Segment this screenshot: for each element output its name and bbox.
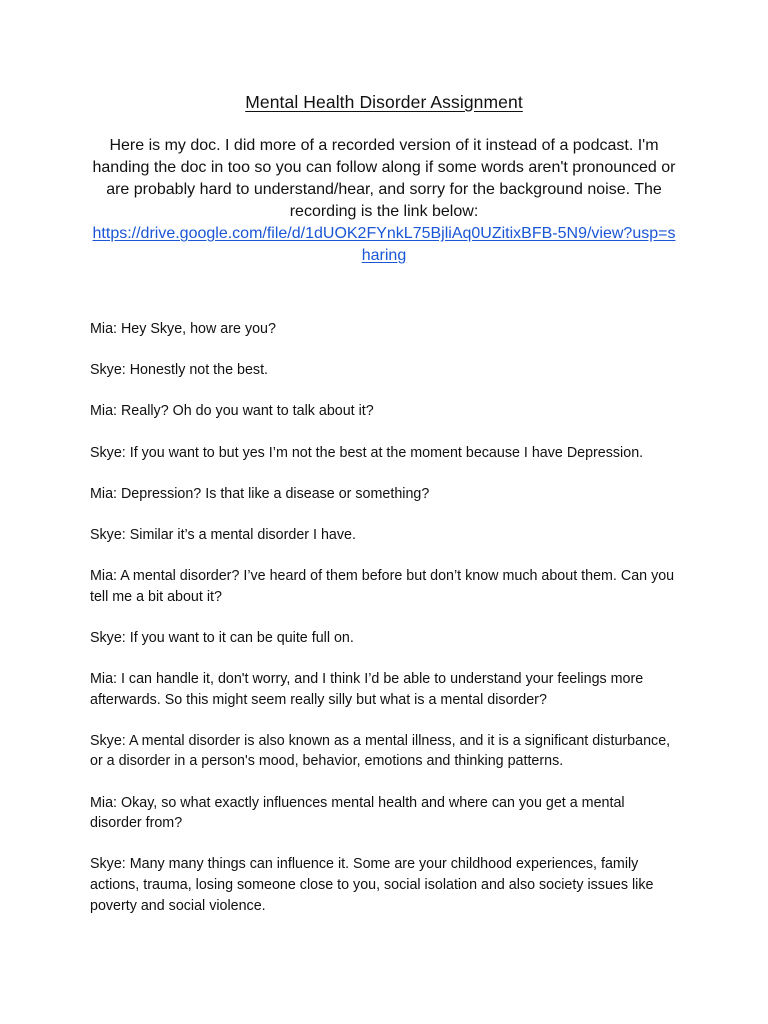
page-title: Mental Health Disorder Assignment: [245, 92, 523, 112]
dialogue-line: Skye: Many many things can influence it. Some are your childhood experiences, family actions, trauma, losing someone close to you, social isolation and also society issues like poverty and social violence.: [90, 856, 654, 914]
intro-paragraph: [90, 135, 678, 267]
intro-text: Here is my doc. I did more of a recorded version of it instead of a podcast. I'm handing the doc in too so you can follow along if some words aren't pronounced or are probably hard to understand/hear, and sorry for the background noise. The recording is the link below:: [92, 137, 676, 220]
dialogue-line: Skye: Honestly not the best.: [90, 362, 269, 379]
recording-link[interactable]: https://drive.google.com/file/d/1dUOK2FYnkL75BjliAq0UZitixBFB-5N9/view?usp=sharing: [92, 225, 676, 264]
dialogue-line: Mia: Depression? Is that like a disease or something?: [90, 485, 430, 502]
dialogue-line: Mia: Okay, so what exactly influences mental health and where can you get a mental disorder from?: [90, 794, 625, 832]
dialogue-line: Mia: A mental disorder? I’ve heard of them before but don’t know much about them. Can you tell me a bit about it?: [90, 568, 675, 605]
dialogue-line: Skye: A mental disorder is also known as a mental illness, and it is a significant disturbance, or a disorder in a person's mood, behavior, emotions and thinking patterns.: [90, 732, 671, 770]
dialogue-line: Skye: If you want to it can be quite full on.: [90, 629, 354, 646]
dialogue-line: Mia: Hey Skye, how are you?: [90, 321, 276, 337]
dialogue-line: Mia: Really? Oh do you want to talk about it?: [90, 403, 374, 420]
dialogue-line: Mia: I can handle it, don't worry, and I think I’d be able to understand your feelings more afterwards. So this might seem really silly but what is a mental disorder?: [90, 671, 644, 708]
dialogue-line: Skye: If you want to but yes I’m not the best at the moment because I have Depression.: [90, 444, 644, 461]
dialogue-section: [90, 319, 678, 916]
dialogue-line: Skye: Similar it’s a mental disorder I have.: [90, 526, 356, 543]
